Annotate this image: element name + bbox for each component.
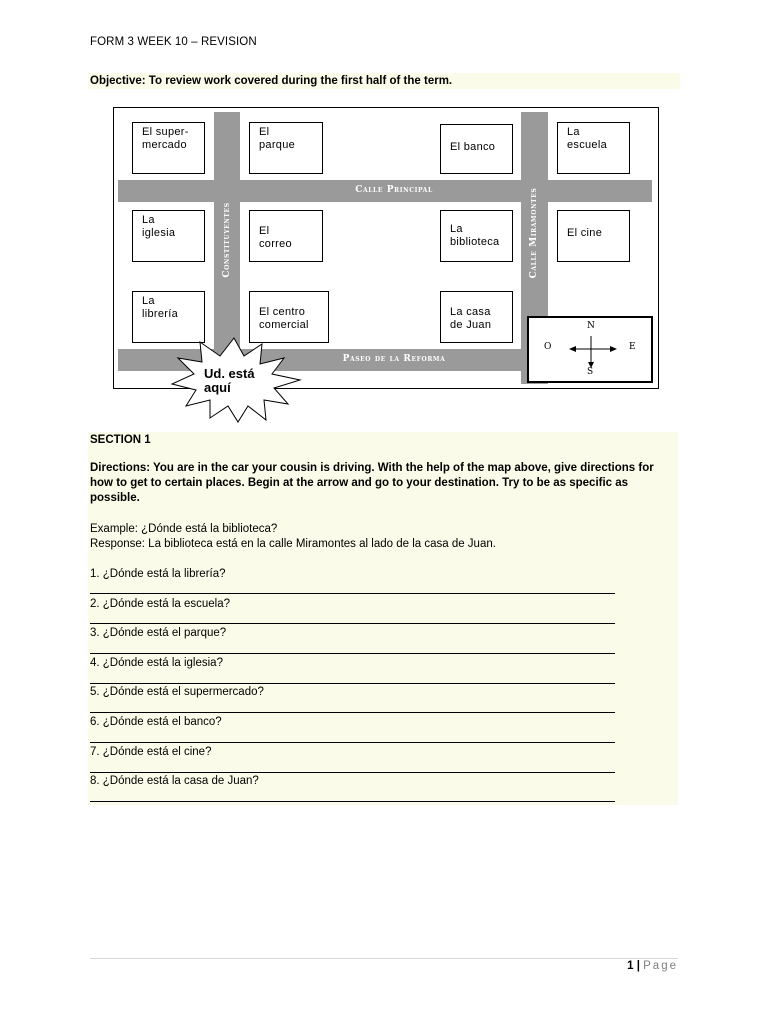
- answer-line-5[interactable]: [90, 712, 615, 713]
- street-label-miramontes: Calle Miramontes: [529, 187, 539, 279]
- page-label: Page: [643, 960, 678, 972]
- response-text: Response: La biblioteca está en la calle Miramontes al lado de la casa de Juan.: [90, 538, 496, 550]
- question-6: 6. ¿Dónde está el banco?: [90, 716, 222, 728]
- map: [113, 107, 659, 395]
- answer-line-4[interactable]: [90, 683, 615, 684]
- question-8: 8. ¿Dónde está la casa de Juan?: [90, 775, 259, 787]
- building-supermercado: El super- mercado: [132, 122, 205, 174]
- compass: [527, 316, 653, 383]
- answer-line-8[interactable]: [90, 801, 615, 802]
- question-5: 5. ¿Dónde está el supermercado?: [90, 686, 264, 698]
- page-number: 1: [627, 960, 634, 972]
- you-are-here-label: Ud. está aquí: [204, 366, 255, 395]
- building-libreria: La librería: [132, 291, 205, 343]
- compass-west: O: [544, 342, 552, 352]
- question-3: 3. ¿Dónde está el parque?: [90, 627, 227, 639]
- street-label-reforma: Paseo de la Reforma: [342, 354, 446, 364]
- building-banco: El banco: [440, 124, 513, 174]
- answer-line-3[interactable]: [90, 653, 615, 654]
- building-correo: El correo: [249, 210, 323, 262]
- question-4: 4. ¿Dónde está la iglesia?: [90, 657, 223, 669]
- building-centro-comercial: El centro comercial: [249, 291, 329, 343]
- question-7: 7. ¿Dónde está el cine?: [90, 746, 212, 758]
- compass-south: S: [587, 367, 594, 377]
- question-2: 2. ¿Dónde está la escuela?: [90, 598, 231, 610]
- answer-line-2[interactable]: [90, 623, 615, 624]
- compass-north: N: [587, 321, 595, 331]
- answer-line-1[interactable]: [90, 593, 615, 594]
- building-cine: El cine: [557, 210, 630, 262]
- building-biblioteca: La biblioteca: [440, 210, 513, 262]
- example-text: Example: ¿Dónde está la biblioteca?: [90, 523, 278, 535]
- building-parque: El parque: [249, 122, 323, 174]
- building-escuela: La escuela: [557, 122, 630, 174]
- page-separator: |: [636, 960, 640, 972]
- street-label-constituyentes: Constituyentes: [222, 202, 232, 278]
- answer-line-6[interactable]: [90, 742, 615, 743]
- section-1: [88, 432, 678, 805]
- compass-east: E: [629, 342, 636, 352]
- section-title: SECTION 1: [90, 434, 151, 446]
- document-header: FORM 3 WEEK 10 – REVISION: [90, 36, 257, 48]
- building-iglesia: La iglesia: [132, 210, 205, 262]
- page-footer: [627, 960, 678, 972]
- objective-text: Objective: To review work covered during the first half of the term.: [88, 73, 680, 89]
- street-label-principal: Calle Principal: [355, 185, 433, 195]
- section-directions: Directions: You are in the car your cousin is driving. With the help of the map above, give directions for how to get to certain places. Begin at the arrow and go to your destination. Try to be as specific as possible.: [90, 462, 654, 504]
- question-1: 1. ¿Dónde está la librería?: [90, 568, 226, 580]
- answer-line-7[interactable]: [90, 772, 615, 773]
- building-casa-juan: La casa de Juan: [440, 291, 513, 343]
- footer-divider: [90, 958, 678, 959]
- compass-arrows-icon: [527, 316, 653, 383]
